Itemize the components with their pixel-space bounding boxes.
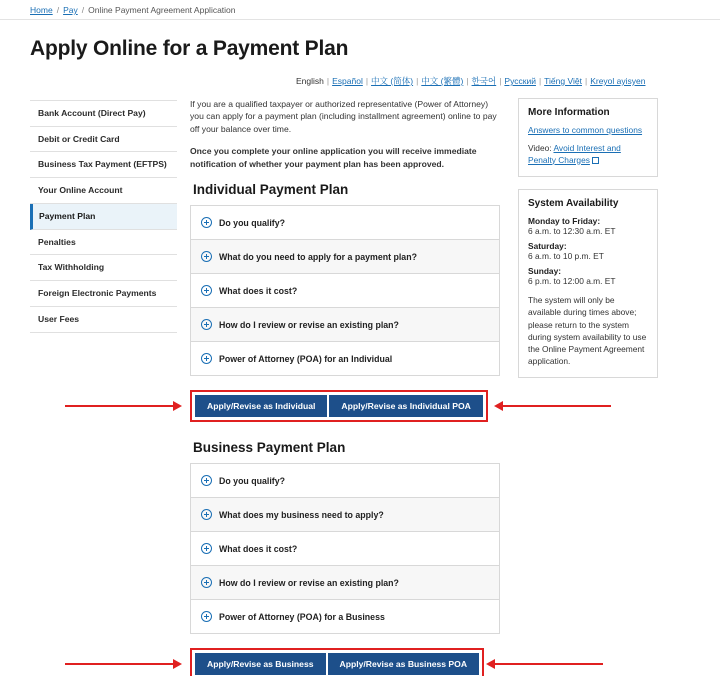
accordion-item-individual-review-revise[interactable] bbox=[191, 308, 499, 342]
sidebar-item-payment-plan[interactable] bbox=[30, 204, 177, 230]
accordion-item-business-review-revise[interactable] bbox=[191, 566, 499, 600]
video-line bbox=[528, 143, 648, 167]
accordion-item-label: What do you need to apply for a payment plan? bbox=[219, 251, 417, 262]
language-divider: | bbox=[326, 76, 330, 86]
sidebar-item-debit-credit-card[interactable] bbox=[30, 127, 177, 153]
external-link-icon bbox=[592, 157, 599, 164]
sidebar-item-label: Penalties bbox=[38, 236, 76, 247]
availability-day-weekday: Monday to Friday: bbox=[528, 216, 601, 227]
accordion-item-business-cost[interactable] bbox=[191, 532, 499, 566]
accordion-item-business-qualify[interactable] bbox=[191, 464, 499, 498]
plus-circle-icon bbox=[201, 319, 212, 330]
plus-circle-icon bbox=[201, 611, 212, 622]
language-option-vietnamese[interactable]: Tiếng Việt bbox=[544, 76, 582, 86]
sidebar-item-penalties[interactable] bbox=[30, 230, 177, 256]
sidebar-item-your-online-account[interactable] bbox=[30, 178, 177, 204]
language-option-korean[interactable]: 한국어 bbox=[471, 76, 497, 86]
language-divider: | bbox=[538, 76, 542, 86]
sidebar-item-label: Foreign Electronic Payments bbox=[38, 288, 157, 299]
accordion-item-label: How do I review or revise an existing plan? bbox=[219, 577, 399, 588]
sidebar-item-label: Bank Account (Direct Pay) bbox=[38, 108, 146, 118]
language-divider: | bbox=[416, 76, 419, 86]
breadcrumb-separator-2: / bbox=[81, 5, 85, 15]
system-availability-title: System Availability bbox=[528, 198, 619, 210]
accordion-item-individual-cost[interactable] bbox=[191, 274, 499, 308]
language-divider: | bbox=[466, 76, 469, 86]
plus-circle-icon bbox=[201, 577, 212, 588]
accordion-item-individual-qualify[interactable] bbox=[191, 206, 499, 240]
language-option-espanol[interactable]: Español bbox=[332, 76, 363, 86]
language-divider: | bbox=[499, 76, 502, 86]
availability-note: The system will only be available during times above; please return to the system during system availability to use the Online Payment Agreement application. bbox=[528, 295, 647, 367]
business-button-highlight bbox=[190, 648, 484, 676]
sidebar-item-label: Business Tax Payment (EFTPS) bbox=[38, 159, 167, 170]
annotation-arrow-right-business bbox=[495, 663, 603, 665]
accordion-item-label: What does my business need to apply? bbox=[219, 509, 384, 520]
sidebar-item-label: User Fees bbox=[38, 313, 80, 324]
individual-button-highlight bbox=[190, 390, 488, 422]
business-button-zone bbox=[190, 648, 500, 676]
language-selector bbox=[296, 75, 645, 87]
right-sidebar bbox=[518, 98, 658, 390]
language-divider: | bbox=[584, 76, 588, 86]
accordion-item-business-need-to-apply[interactable] bbox=[191, 498, 499, 532]
availability-time-sunday: 6 p.m. to 12:00 a.m. ET bbox=[528, 276, 616, 287]
plus-circle-icon bbox=[201, 353, 212, 364]
more-information-title: More Information bbox=[528, 107, 610, 118]
language-option-english[interactable]: English bbox=[296, 76, 324, 86]
plus-circle-icon bbox=[201, 475, 212, 486]
individual-accordion bbox=[190, 205, 500, 376]
intro-paragraph: If you are a qualified taxpayer or authorized representative (Power of Attorney) you can apply for a payment plan (including installment agreement) online to pay off your balance over time. bbox=[190, 99, 497, 134]
language-option-chinese-traditional[interactable]: 中文 (繁體) bbox=[421, 76, 464, 86]
plus-circle-icon bbox=[201, 285, 212, 296]
breadcrumb-item-current: Online Payment Agreement Application bbox=[88, 5, 236, 15]
apply-revise-business-poa-button[interactable]: Apply/Revise as Business POA bbox=[328, 653, 480, 675]
breadcrumb-item-pay[interactable]: Pay bbox=[63, 5, 78, 15]
page-title: Apply Online for a Payment Plan bbox=[30, 37, 349, 60]
breadcrumb-item-home[interactable]: Home bbox=[30, 5, 53, 15]
availability-time-weekday: 6 a.m. to 12:30 a.m. ET bbox=[528, 226, 616, 237]
availability-time-saturday: 6 a.m. to 10 p.m. ET bbox=[528, 251, 604, 262]
sidebar-item-business-tax-payment[interactable] bbox=[30, 152, 177, 178]
accordion-item-individual-poa[interactable] bbox=[191, 342, 499, 376]
more-information-card bbox=[518, 98, 658, 177]
business-accordion bbox=[190, 463, 500, 634]
plus-circle-icon bbox=[201, 509, 212, 520]
annotation-arrow-right-individual bbox=[503, 405, 611, 407]
system-availability-card bbox=[518, 189, 658, 378]
sidebar-item-user-fees[interactable] bbox=[30, 307, 177, 333]
avoid-interest-penalty-charges-link[interactable]: Avoid Interest and Penalty Charges bbox=[528, 142, 621, 165]
sidebar-item-tax-withholding[interactable] bbox=[30, 255, 177, 281]
sidebar-item-label: Tax Withholding bbox=[38, 262, 105, 273]
sidebar-item-bank-account[interactable] bbox=[30, 100, 177, 127]
accordion-item-label: Do you qualify? bbox=[219, 475, 285, 486]
accordion-item-label: Power of Attorney (POA) for an Individual bbox=[219, 353, 393, 364]
sidebar-item-foreign-electronic-payments[interactable] bbox=[30, 281, 177, 307]
plus-circle-icon bbox=[201, 217, 212, 228]
answers-to-common-questions-link[interactable]: Answers to common questions bbox=[528, 125, 643, 135]
accordion-item-business-poa[interactable] bbox=[191, 600, 499, 634]
annotation-arrow-left-individual bbox=[65, 405, 173, 407]
video-label: Video: bbox=[528, 142, 552, 153]
sidebar-item-label: Your Online Account bbox=[38, 185, 123, 196]
business-plan-heading: Business Payment Plan bbox=[193, 440, 346, 456]
language-option-russian[interactable]: Pусский bbox=[504, 76, 536, 86]
sidebar-nav bbox=[30, 100, 177, 333]
sidebar-item-label: Payment Plan bbox=[39, 210, 96, 221]
annotation-arrow-left-business bbox=[65, 663, 173, 665]
accordion-item-label: Do you qualify? bbox=[219, 217, 285, 228]
language-divider: | bbox=[365, 76, 369, 86]
apply-revise-individual-button[interactable]: Apply/Revise as Individual bbox=[195, 395, 327, 417]
individual-plan-heading: Individual Payment Plan bbox=[193, 182, 349, 198]
plus-circle-icon bbox=[201, 251, 212, 262]
language-option-haitian-creole[interactable]: Kreyol ayisyen bbox=[590, 76, 646, 86]
accordion-item-label: How do I review or revise an existing plan? bbox=[219, 319, 399, 330]
breadcrumb-separator: / bbox=[56, 5, 60, 15]
language-option-chinese-simplified[interactable]: 中文 (简体) bbox=[371, 76, 414, 86]
apply-revise-business-button[interactable]: Apply/Revise as Business bbox=[195, 653, 326, 675]
sidebar-item-label: Debit or Credit Card bbox=[38, 133, 120, 144]
accordion-item-label: What does it cost? bbox=[219, 285, 298, 296]
apply-revise-individual-poa-button[interactable]: Apply/Revise as Individual POA bbox=[329, 395, 482, 417]
availability-day-saturday: Saturday: bbox=[528, 241, 567, 252]
accordion-item-label: Power of Attorney (POA) for a Business bbox=[219, 611, 385, 622]
main-content bbox=[190, 98, 500, 676]
plus-circle-icon bbox=[201, 543, 212, 554]
accordion-item-individual-need-to-apply[interactable] bbox=[191, 240, 499, 274]
individual-button-zone bbox=[190, 390, 500, 424]
availability-day-sunday: Sunday: bbox=[528, 266, 562, 277]
accordion-item-label: What does it cost? bbox=[219, 543, 298, 554]
intro-paragraph-bold: Once you complete your online application you will receive immediate notification of whether your payment plan has been approved. bbox=[190, 146, 477, 169]
breadcrumb bbox=[0, 0, 720, 20]
